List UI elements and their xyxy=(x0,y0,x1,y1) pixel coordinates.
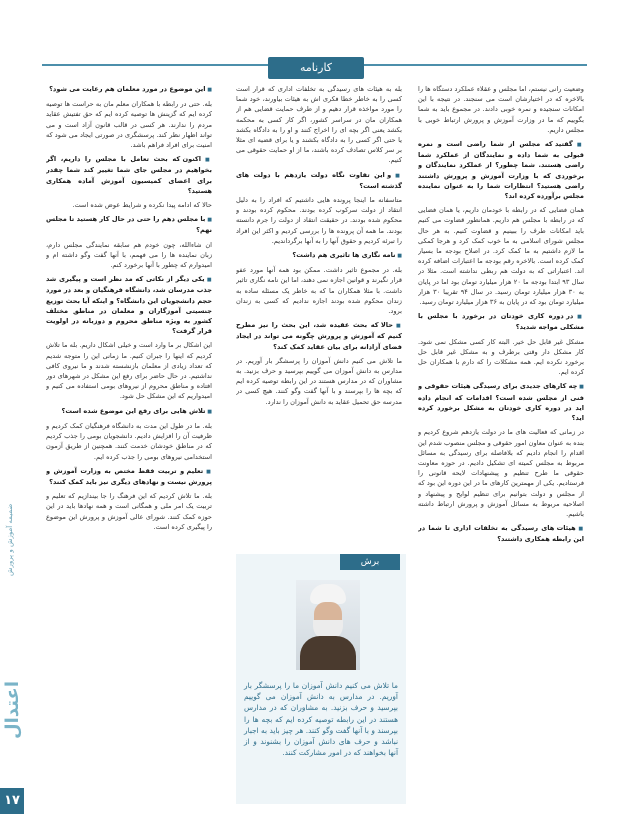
interview-question: ■ هیئات های رسیدگی به تخلفات اداری تا شما در این رابطه همکاری داشتند؟ xyxy=(418,523,584,544)
answer-paragraph: وضعیت رانی نیستم، اما مجلس و عقلاء عملکرد دستگاه ها را بالاخره که در اختیارشان است می سنجند. در نتیجه با این امکانات سنجیده و نمره خوبی دادند. در مجموع باید به شما بگوییم که ما در وزارت آموزش و پرورش ارتباط خوبی با مجلس داریم. xyxy=(418,85,584,134)
pull-quote-label: برش xyxy=(340,554,400,570)
interview-question: ■ و این تفاوت نگاه دولت یازدهم با دولت های گذشته است؟ xyxy=(236,170,402,191)
interview-question: ■ این موضوع در مورد معلمان هم رعایت می شود؟ xyxy=(46,84,212,95)
portrait-photo xyxy=(296,580,360,670)
answer-paragraph: همان فضایی که در رابطه با خودمان داریم، یا همان فضایی که در رابطه با مجلس هم داریم. همانطور قضاوت می کنیم باید امکانات طرف را ببینیم و قضاوت کنیم. به هر حال مجلس شورای اسلامی به ما خوب کمک کرد و هرجا کمکی ما لازم داشتیم به ما کمک کرد. در اصلاح بودجه ما بسیار کمک کرده است. بالاخره رقم بودجه ما اعتبارات اضافه کرده اند. اعتباراتی که به دولت هم ربطی نداشته است. مثلا در سال ۹۳ ابتدا بودجه ما ۲۰ هزار میلیارد تومان بود اما در پایان به ۳۰ هزار میلیارد تومان رسید. در سال ۹۴ تقریبا ۳۰ هزار میلیارد تومان بود که در پایان به ۳۶ هزار میلیارد تومان رسید. xyxy=(418,206,584,307)
answer-paragraph: ان شاءالله، چون خودم هم سابقه نمایندگی مجلس دارم، زبان نماینده ها را می فهمم، با آنها گفت وگو داشته ام و امیدوارم که چطور با آنها برخورد کنم. xyxy=(46,240,212,270)
interview-question: ■ حالا که بحث عقیده شد، این بحث را نیز مطرح کنیم که آموزش و پرورش چگونه می تواند در ایجاد فضای آزادانه برای بیان عقاید کمک کند؟ xyxy=(236,320,402,352)
section-title: کارنامه xyxy=(268,57,364,79)
answer-paragraph: متاسفانه ما اینجا پرونده هایی داشتیم که افراد را به دلیل انتقاد از دولت سرکوب کرده بودند. محکوم کرده بودند و محکوم شده بودند. در حقیقت انتقاد از دولت را جرم دانسته بودند. ما همه آن پرونده ها را بررسی کردیم و اکثر این افراد را تبرئه کردیم و حقوق آنها را به آنها برگرداندیم. xyxy=(236,196,402,245)
interview-question: ■ اکنون که بحث تعامل با مجلس را داریم، اگر بخواهیم در مجلس جای شما تغییر کند شما چقدر برای اعضای کمیسیون آموزش آماده همکاری هستید؟ xyxy=(46,154,212,196)
answer-paragraph: بله. ما تلاش کردیم که این فرهنگ را جا بیندازیم که تعلیم و تربیت یک امر ملی و همگانی است و همه نهادها باید در این حوزه کمک کنند. شورای عالی آموزش و پرورش این موضوع را پیگیری کرده است. xyxy=(46,492,212,531)
interview-question: ■ گفتید که مجلس از شما راضی است و نمره قبولی به شما داده و نمایندگان از عملکرد شما راضی هستند. شما چطور؟ از عملکرد نمایندگان و برخوردی که با وزارت آموزش و پرورش داشتند راضی هستید؟ انتظارات شما را به عنوان نماینده مجلس برآورده کرده اند؟ xyxy=(418,139,584,201)
answer-paragraph: بله به هیئات های رسیدگی به تخلفات اداری که قرار است کسی را به خاطر خطا فکری اش به هیئات بیاورند، خود شما را مورد مواخذه قرار دهیم و از طرف حمایت قضایی هم از همکاران مان در سراسر کشور، اگر کار کسی به محکمه بکشد یعنی اگر بچه ای را اخراج کنند و او را به دادگاه بکشد یا حتی اگر کسی را به دادگاه بکشند و یا برای قضیه ای مثلا بر سر کلاس تصادف کرده باشند، ما از او حمایت حقوقی می کنیم. xyxy=(236,85,402,165)
text-column-middle xyxy=(236,84,402,534)
interview-question: ■ چه کارهای جدیدی برای رسیدگی هیئات حقوقی و فنی از مجلس شده است؟ اقدامات که انجام داده اید در دوره کاری خودتان به مشکل برخورد کرده اید؟ xyxy=(418,381,584,423)
supplement-label: ضمیمه آموزش و پرورش xyxy=(6,503,14,577)
turban-shape xyxy=(310,584,346,604)
answer-paragraph: ما تلاش می کنیم دانش آموزان را پرسشگر بار آوریم. در مدارس به دانش آموزان می گوییم بپرسید و حرف بزنید. به مشاوران که در مدارس هستند در این رابطه توصیه کرده ایم که بچه ها را بپرسند و با آنها گفت وگو کنند. هیچ کسی در مدرسه حق تحمیل عقاید به دانش آموزان را ندارد. xyxy=(236,356,402,406)
answer-paragraph: در زمانی که فعالیت های ما در دولت یازدهم شروع کردیم و بنده به عنوان معاون امور حقوقی و مجلس منصوب شدم این اقدام را انجام دادیم که بلافاصله برای رسیدگی به مسائل مربوط به مجلس کمیته ای تشکیل دادیم. در حوزه معاونت حقوقی ما طرح تنظیم و پیشنهادات لایحه قانونی را فرستادیم. یکی از مهمترین کارهای ما در این دوره این بود که از مجلس و دولت بتوانیم برای تنظیم لوایح و پیشنهاد و اصلاحیه مربوط به مسائل آموزش و پرورش ارتباط داشته باشیم. xyxy=(418,428,584,518)
pull-quote-text: ما تلاش می کنیم دانش آموزان ما را پرسشگر بار آوریم. در مدارس به دانش آموزان می گوییم بپرسید و حرف بزنید. به مشاوران که در مدارس هستند در این رابطه توصیه کرده ایم که بچه ها را بپرسند و با آنها گفت وگو کنند. هر چیز باید به اجبار نباشد و حرف های دانش آموزان را بشنوند و از آنها بخواهند که در امور مشارکت کنند. xyxy=(244,681,398,758)
publication-logo: اعتدال xyxy=(2,681,23,739)
pull-quote-box xyxy=(236,554,406,804)
answer-paragraph: مشکل غیر قابل حل خیر. البته کار کسی مشکل نمی شود. کار مشکل دار وقتی برطرف و به مشکل غیر قابل حل برخورد نکرده ایم. همه مشکلات را که دارم با همکاران حل کرده ایم. xyxy=(418,337,584,377)
interview-question: ■ تلاش هایی برای رفع این موضوع شده است؟ xyxy=(46,406,212,417)
interview-question: ■ یکی دیگر از نکاتی که مد نظر است و پیگیری شد جذب مدرسان شد، دانشگاه فرهنگیان و بعد در مورد حجم دانشجویان این دانشگاه؟ و اینکه آیا بحث توزیع جنسیتی آموزگاران و معلمان در مناطق مختلف کشور به ویژه مناطق محروم و دوزبانه در اولویت قرار گرفت؟ xyxy=(46,274,212,336)
text-column-right xyxy=(418,84,584,784)
page-number: ۱۷ xyxy=(0,788,24,814)
interview-question: ■ نامه نگاری ها تاثیری هم داشت؟ xyxy=(236,250,402,261)
text-column-left xyxy=(46,84,212,804)
answer-paragraph: حالا که ادامه پیدا نکرده و شرایط عوض شده است. xyxy=(72,201,212,210)
interview-question: ■ تعلیم و تربیت فقط مختص به وزارت آموزش و پرورش نیست و نهادهای دیگری نیز باید کمک کنند؟ xyxy=(46,466,212,487)
left-gutter xyxy=(0,0,28,820)
answer-paragraph: بله. در مجموع تاثیر داشت. ممکن بود همه آنها مورد عفو قرار نگیرند و قوانین اجازه نمی دهند، اما این نامه نگاری تاثیر داشت. با مثلا همکاران ما که به خاطر یک مسئله ساده به زندان محکوم شده بودند اجازه ندادیم که کسی به زندان برود. xyxy=(236,266,402,316)
interview-question: ■ با مجلس دهم را حتی در حال کار هستید تا مجلس نهم؟ xyxy=(46,214,212,235)
answer-paragraph: این اشکال بر ما وارد است و خیلی اشکال داریم. بله ما تلاش کردیم که اینها را جبران کنیم. ما زمانی این را متوجه شدیم که تعداد زیادی از معلمان بازنشسته شدند و ما نیروی کافی نداشتیم. در حال حاضر برای رفع این مشکل در شهرهای دور افتاده و مناطق محروم از نیروهای بومی استفاده می کنیم و امیدواریم که این مشکل حل شود. xyxy=(46,341,212,401)
robe-shape xyxy=(300,636,356,670)
answer-paragraph: بله. حتی در رابطه با همکاران معلم مان به حراست ها توصیه کرده ایم که گزینش ها توصیه کرده ایم که حق تفتیش عقاید مردم را ندارند. هر کسی در قالب قانون آزاد است و می تواند اظهار نظر کند. پرسشگری در صورتی ایجاد می شود که امنیت برای افراد فراهم باشد. xyxy=(46,100,212,150)
answer-paragraph: بله. ما در طول این مدت به دانشگاه فرهنگیان کمک کردیم و ظرفیت آن را افزایش دادیم. دانشجویان بومی را جذب کردیم که در مناطق خودشان خدمت کنند. همچنین از طریق آزمون استخدامی نیروهای بومی را جذب کرده ایم. xyxy=(46,421,212,461)
interview-question: ■ در دوره کاری خودتان در برخورد با مجلس با مشکلی مواجه شدید؟ xyxy=(418,311,584,332)
